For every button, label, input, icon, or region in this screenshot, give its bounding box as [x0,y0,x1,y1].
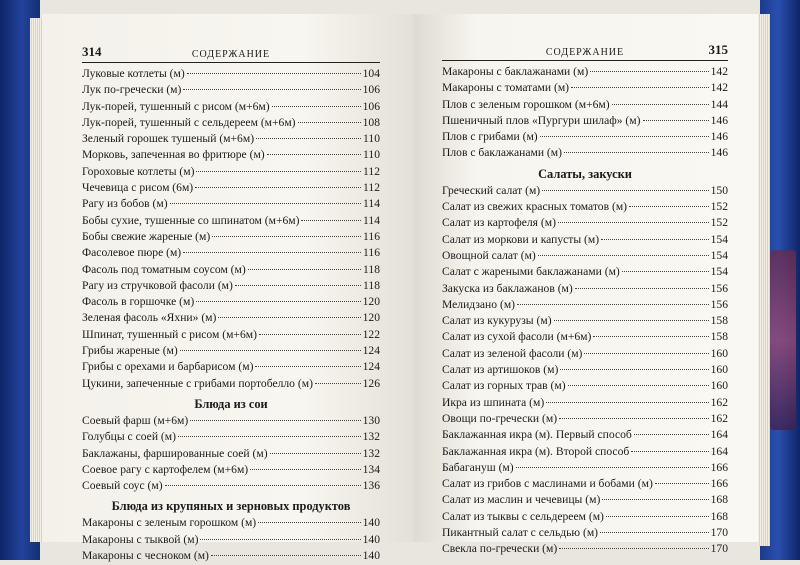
toc-entry [82,295,380,311]
toc-entry-title: Макароны с томатами (м) [442,81,570,95]
toc-entry-title: Макароны с тыквой (м) [82,532,199,546]
right-page-header [442,42,728,61]
toc-entry-title: Салат из грибов с маслинами и бобами (м) [442,477,653,491]
dot-leader [180,350,361,351]
toc-entry-page: 154 [710,232,728,246]
toc-entry [82,197,380,213]
toc-entry-title: Фасоль в горшочке (м) [82,295,195,309]
toc-entry [442,461,728,477]
dot-leader [183,252,361,253]
dot-leader [200,539,360,540]
toc-entry-page: 140 [362,549,380,563]
toc-entry-title: Макароны с чесноком (м) [82,549,209,563]
toc-entry-page: 136 [362,479,380,493]
dot-leader [560,369,708,370]
dot-leader [590,71,708,72]
toc-entry-title: Пикантный салат с сельдью (м) [442,526,599,540]
toc-entry [442,477,728,493]
toc-entry-page: 164 [710,428,728,442]
page-number: 314 [82,44,102,59]
toc-entry [82,311,380,327]
toc-entry [442,282,728,298]
dot-leader [170,203,361,204]
toc-entry-title: Овощной салат (м) [442,248,536,262]
toc-entry [82,463,380,479]
toc-entry [82,533,380,549]
toc-entry [82,100,380,116]
toc-list-top [82,67,380,393]
toc-entry-title: Свекла по-гречески (м) [442,542,558,556]
toc-entry-title: Салат из артишоков (м) [442,363,559,377]
toc-entry [82,447,380,463]
dot-leader [196,171,361,172]
toc-entry-page: 106 [362,99,380,113]
toc-entry-page: 110 [363,132,380,146]
toc-entry [82,263,380,279]
toc-entry [82,430,380,446]
dot-leader [516,467,709,468]
toc-entry-title: Лук-порей, тушенный с рисом (м+6м) [82,99,270,113]
toc-entry-title: Салат из свежих красных томатов (м) [442,200,628,214]
toc-entry-title: Салат с жареными баклажанами (м) [442,265,620,279]
dot-leader [643,120,709,121]
toc-entry-page: 140 [362,532,380,546]
dot-leader [165,485,361,486]
dot-leader [568,385,709,386]
toc-entry-page: 158 [710,330,728,344]
toc-entry [442,412,728,428]
toc-entry-title: Бобы свежие жареные (м) [82,229,211,243]
toc-entry [82,479,380,495]
dot-leader [554,320,709,321]
toc-entry-title: Фасоль под томатным соусом (м) [82,262,246,276]
toc-entry [82,165,380,181]
dot-leader [540,136,709,137]
dot-leader [248,269,361,270]
dot-leader [250,469,360,470]
running-header: СОДЕРЖАНИЕ [191,49,271,60]
toc-entry-title: Салат из зеленой фасоли (м) [442,346,583,360]
toc-list-salads [442,184,728,559]
dot-leader [298,122,361,123]
toc-list-top [442,65,728,163]
toc-entry-page: 114 [363,197,380,211]
dot-leader [601,239,708,240]
dot-leader [272,106,361,107]
toc-entry-title: Морковь, запеченная во фритюре (м) [82,148,265,162]
toc-entry [82,116,380,132]
toc-entry-page: 116 [363,229,380,243]
toc-entry [442,114,728,130]
right-page [414,14,758,556]
dot-leader [235,285,361,286]
dot-leader [258,522,360,523]
dot-leader [546,402,708,403]
toc-entry-page: 146 [710,130,728,144]
toc-entry-title: Плов с баклажанами (м) [442,146,562,160]
toc-entry-page: 122 [362,327,380,341]
dot-leader [517,304,709,305]
toc-entry-page: 142 [710,81,728,95]
toc-entry-title: Луковые котлеты (м) [82,67,185,80]
toc-entry-page: 150 [710,183,728,197]
dot-leader [255,366,360,367]
dot-leader [606,516,709,517]
toc-entry-title: Шпинат, тушенный с рисом (м+6м) [82,327,257,341]
toc-entry-title: Гороховые котлеты (м) [82,164,195,178]
toc-entry [442,396,728,412]
toc-entry [82,246,380,262]
toc-entry-page: 156 [710,281,728,295]
dot-leader [190,420,360,421]
toc-entry-title: Салат из картофеля (м) [442,216,556,230]
toc-entry-title: Салат из кукурузы (м) [442,314,552,328]
toc-entry [442,510,728,526]
dot-leader [259,334,361,335]
toc-entry-page: 152 [710,200,728,214]
toc-entry-title: Баклажанная икра (м). Второй способ [442,444,630,458]
dot-leader [178,436,361,437]
toc-entry-page: 132 [362,446,380,460]
toc-entry-page: 160 [710,379,728,393]
dot-leader [270,453,361,454]
dot-leader [187,73,361,74]
toc-entry-page: 118 [363,278,380,292]
toc-entry [442,363,728,379]
dot-leader [612,104,709,105]
toc-entry [82,344,380,360]
toc-list-soy [82,414,380,495]
toc-entry-page: 118 [363,262,380,276]
toc-entry [442,314,728,330]
running-header: СОДЕРЖАНИЕ [545,47,625,58]
toc-entry [442,445,728,461]
toc-entry [82,377,380,393]
toc-entry-page: 144 [710,97,728,111]
toc-entry-title: Плов с зеленым горошком (м+6м) [442,97,610,111]
toc-entry-page: 120 [362,311,380,325]
toc-entry [442,493,728,509]
toc-entry-title: Зеленый горошек тушеный (м+6м) [82,132,255,146]
toc-entry-title: Салат из моркови и капусты (м) [442,232,600,246]
toc-entry-title: Бабагануш (м) [442,460,514,474]
toc-entry [442,184,728,200]
toc-entry [82,230,380,246]
dot-leader [212,236,361,237]
toc-entry-page: 158 [710,314,728,328]
toc-entry-page: 104 [362,67,380,80]
dot-leader [558,222,709,223]
toc-entry-page: 162 [710,411,728,425]
toc-entry-page: 166 [710,460,728,474]
toc-entry-page: 108 [362,115,380,129]
toc-entry-page: 112 [363,164,380,178]
dot-leader [575,288,709,289]
toc-entry-page: 164 [710,444,728,458]
toc-entry-title: Овощи по-гречески (м) [442,411,558,425]
toc-entry-title: Чечевица с рисом (6м) [82,181,194,195]
toc-entry-title: Баклажанная икра (м). Первый способ [442,428,632,442]
toc-entry-page: 130 [362,413,380,427]
dot-leader [196,301,360,302]
dot-leader [211,555,361,556]
toc-entry-title: Соевый соус (м) [82,479,163,493]
toc-entry-title: Голубцы с соей (м) [82,430,176,444]
toc-entry-title: Салат из сухой фасоли (м+6м) [442,330,592,344]
toc-entry-title: Салат из горных трав (м) [442,379,566,393]
toc-entry-page: 140 [362,516,380,530]
dot-leader [315,383,361,384]
toc-entry [442,347,728,363]
toc-entry [442,428,728,444]
left-page-header [82,44,380,63]
toc-entry [82,360,380,376]
toc-entry-page: 114 [363,213,380,227]
toc-entry [442,130,728,146]
dot-leader [559,418,709,419]
toc-entry-page: 156 [710,297,728,311]
toc-entry [442,81,728,97]
toc-entry [82,279,380,295]
toc-entry-title: Икра из шпината (м) [442,395,545,409]
dot-leader [622,271,709,272]
toc-entry-page: 106 [362,83,380,97]
dot-leader [655,483,709,484]
dot-leader [256,138,361,139]
toc-entry [442,200,728,216]
dot-leader [602,499,708,500]
page-edges-right [758,14,770,546]
dot-leader [542,190,708,191]
toc-entry-title: Рагу из стручковой фасоли (м) [82,278,233,292]
toc-entry [82,148,380,164]
toc-entry [82,328,380,344]
toc-entry [82,549,380,565]
toc-entry [82,214,380,230]
toc-entry-page: 116 [363,246,380,260]
toc-entry [442,98,728,114]
toc-entry-page: 168 [710,509,728,523]
toc-entry-title: Грибы жареные (м) [82,344,178,358]
toc-entry-title: Макароны с зеленым горошком (м) [82,516,257,530]
dot-leader [301,220,361,221]
toc-entry-page: 146 [710,146,728,160]
toc-entry-page: 154 [710,248,728,262]
toc-entry [442,265,728,281]
toc-entry-title: Рагу из бобов (м) [82,197,168,211]
toc-entry [442,65,728,81]
toc-entry [82,181,380,197]
toc-entry [442,542,728,558]
toc-entry [82,83,380,99]
toc-entry-page: 168 [710,493,728,507]
toc-entry-page: 146 [710,113,728,127]
toc-entry-page: 162 [710,395,728,409]
toc-entry-title: Салат из тыквы с сельдереем (м) [442,509,604,523]
toc-entry-page: 154 [710,265,728,279]
page-number: 315 [708,42,728,57]
toc-entry-title: Лук-порей, тушенный с сельдереем (м+6м) [82,115,296,129]
dot-leader [584,353,708,354]
toc-entry [442,330,728,346]
toc-entry [442,233,728,249]
toc-entry [82,132,380,148]
toc-entry-page: 166 [710,477,728,491]
toc-entry-title: Лук по-гречески (м) [82,83,182,97]
toc-entry [442,298,728,314]
toc-entry-title: Бобы сухие, тушенные со шпинатом (м+6м) [82,213,300,227]
toc-entry-page: 124 [362,360,380,374]
dot-leader [183,89,360,90]
toc-entry-title: Баклажаны, фаршированные соей (м) [82,446,268,460]
toc-entry-title: Зеленая фасоль «Яхни» (м) [82,311,217,325]
dot-leader [559,548,708,549]
toc-entry-page: 126 [362,376,380,390]
toc-entry [442,146,728,162]
toc-entry-title: Плов с грибами (м) [442,130,538,144]
toc-entry-page: 132 [362,430,380,444]
dot-leader [631,451,708,452]
toc-entry-page: 110 [363,148,380,162]
dot-leader [634,434,709,435]
toc-entry [82,67,380,83]
dot-leader [564,152,709,153]
toc-entry-title: Фасолевое пюре (м) [82,246,182,260]
toc-entry-title: Соевый фарш (м+6м) [82,413,189,427]
dot-leader [593,336,708,337]
dot-leader [538,255,709,256]
toc-entry-page: 170 [710,526,728,540]
toc-entry-page: 134 [362,462,380,476]
toc-entry [442,379,728,395]
section-heading-grains: Блюда из крупяных и зерновых продуктов [111,499,351,514]
toc-entry-title: Цукини, запеченные с грибами портобелло (м) [82,376,313,390]
toc-entry [442,216,728,232]
toc-entry-page: 152 [710,216,728,230]
toc-entry-title: Пшеничный плов «Пургури шилаф» (м) [442,113,641,127]
dot-leader [629,206,709,207]
toc-entry-title: Салат из маслин и чечевицы (м) [442,493,601,507]
toc-entry-title: Макароны с баклажанами (м) [442,65,589,78]
toc-entry-page: 124 [362,344,380,358]
toc-entry-page: 170 [710,542,728,556]
toc-entry [82,414,380,430]
toc-entry-title: Грибы с орехами и барбарисом (м) [82,360,254,374]
toc-entry-page: 120 [362,295,380,309]
dot-leader [571,87,709,88]
dot-leader [267,154,361,155]
toc-entry [442,249,728,265]
dot-leader [600,532,709,533]
toc-list-grains [82,516,380,565]
toc-entry [442,526,728,542]
toc-entry-title: Мелидзано (м) [442,297,516,311]
section-heading-salads: Салаты, закуски [538,166,632,181]
toc-entry-page: 160 [710,346,728,360]
toc-entry-title: Закуска из баклажанов (м) [442,281,573,295]
toc-entry-title: Соевое рагу с картофелем (м+6м) [82,462,249,476]
toc-entry-page: 160 [710,363,728,377]
toc-entry-page: 112 [363,181,380,195]
toc-entry-page: 142 [710,65,728,78]
dot-leader [218,317,360,318]
section-heading-soy: Блюда из сои [194,396,268,411]
left-page [42,14,414,563]
toc-entry-title: Греческий салат (м) [442,183,541,197]
dot-leader [195,187,361,188]
toc-entry [82,516,380,532]
